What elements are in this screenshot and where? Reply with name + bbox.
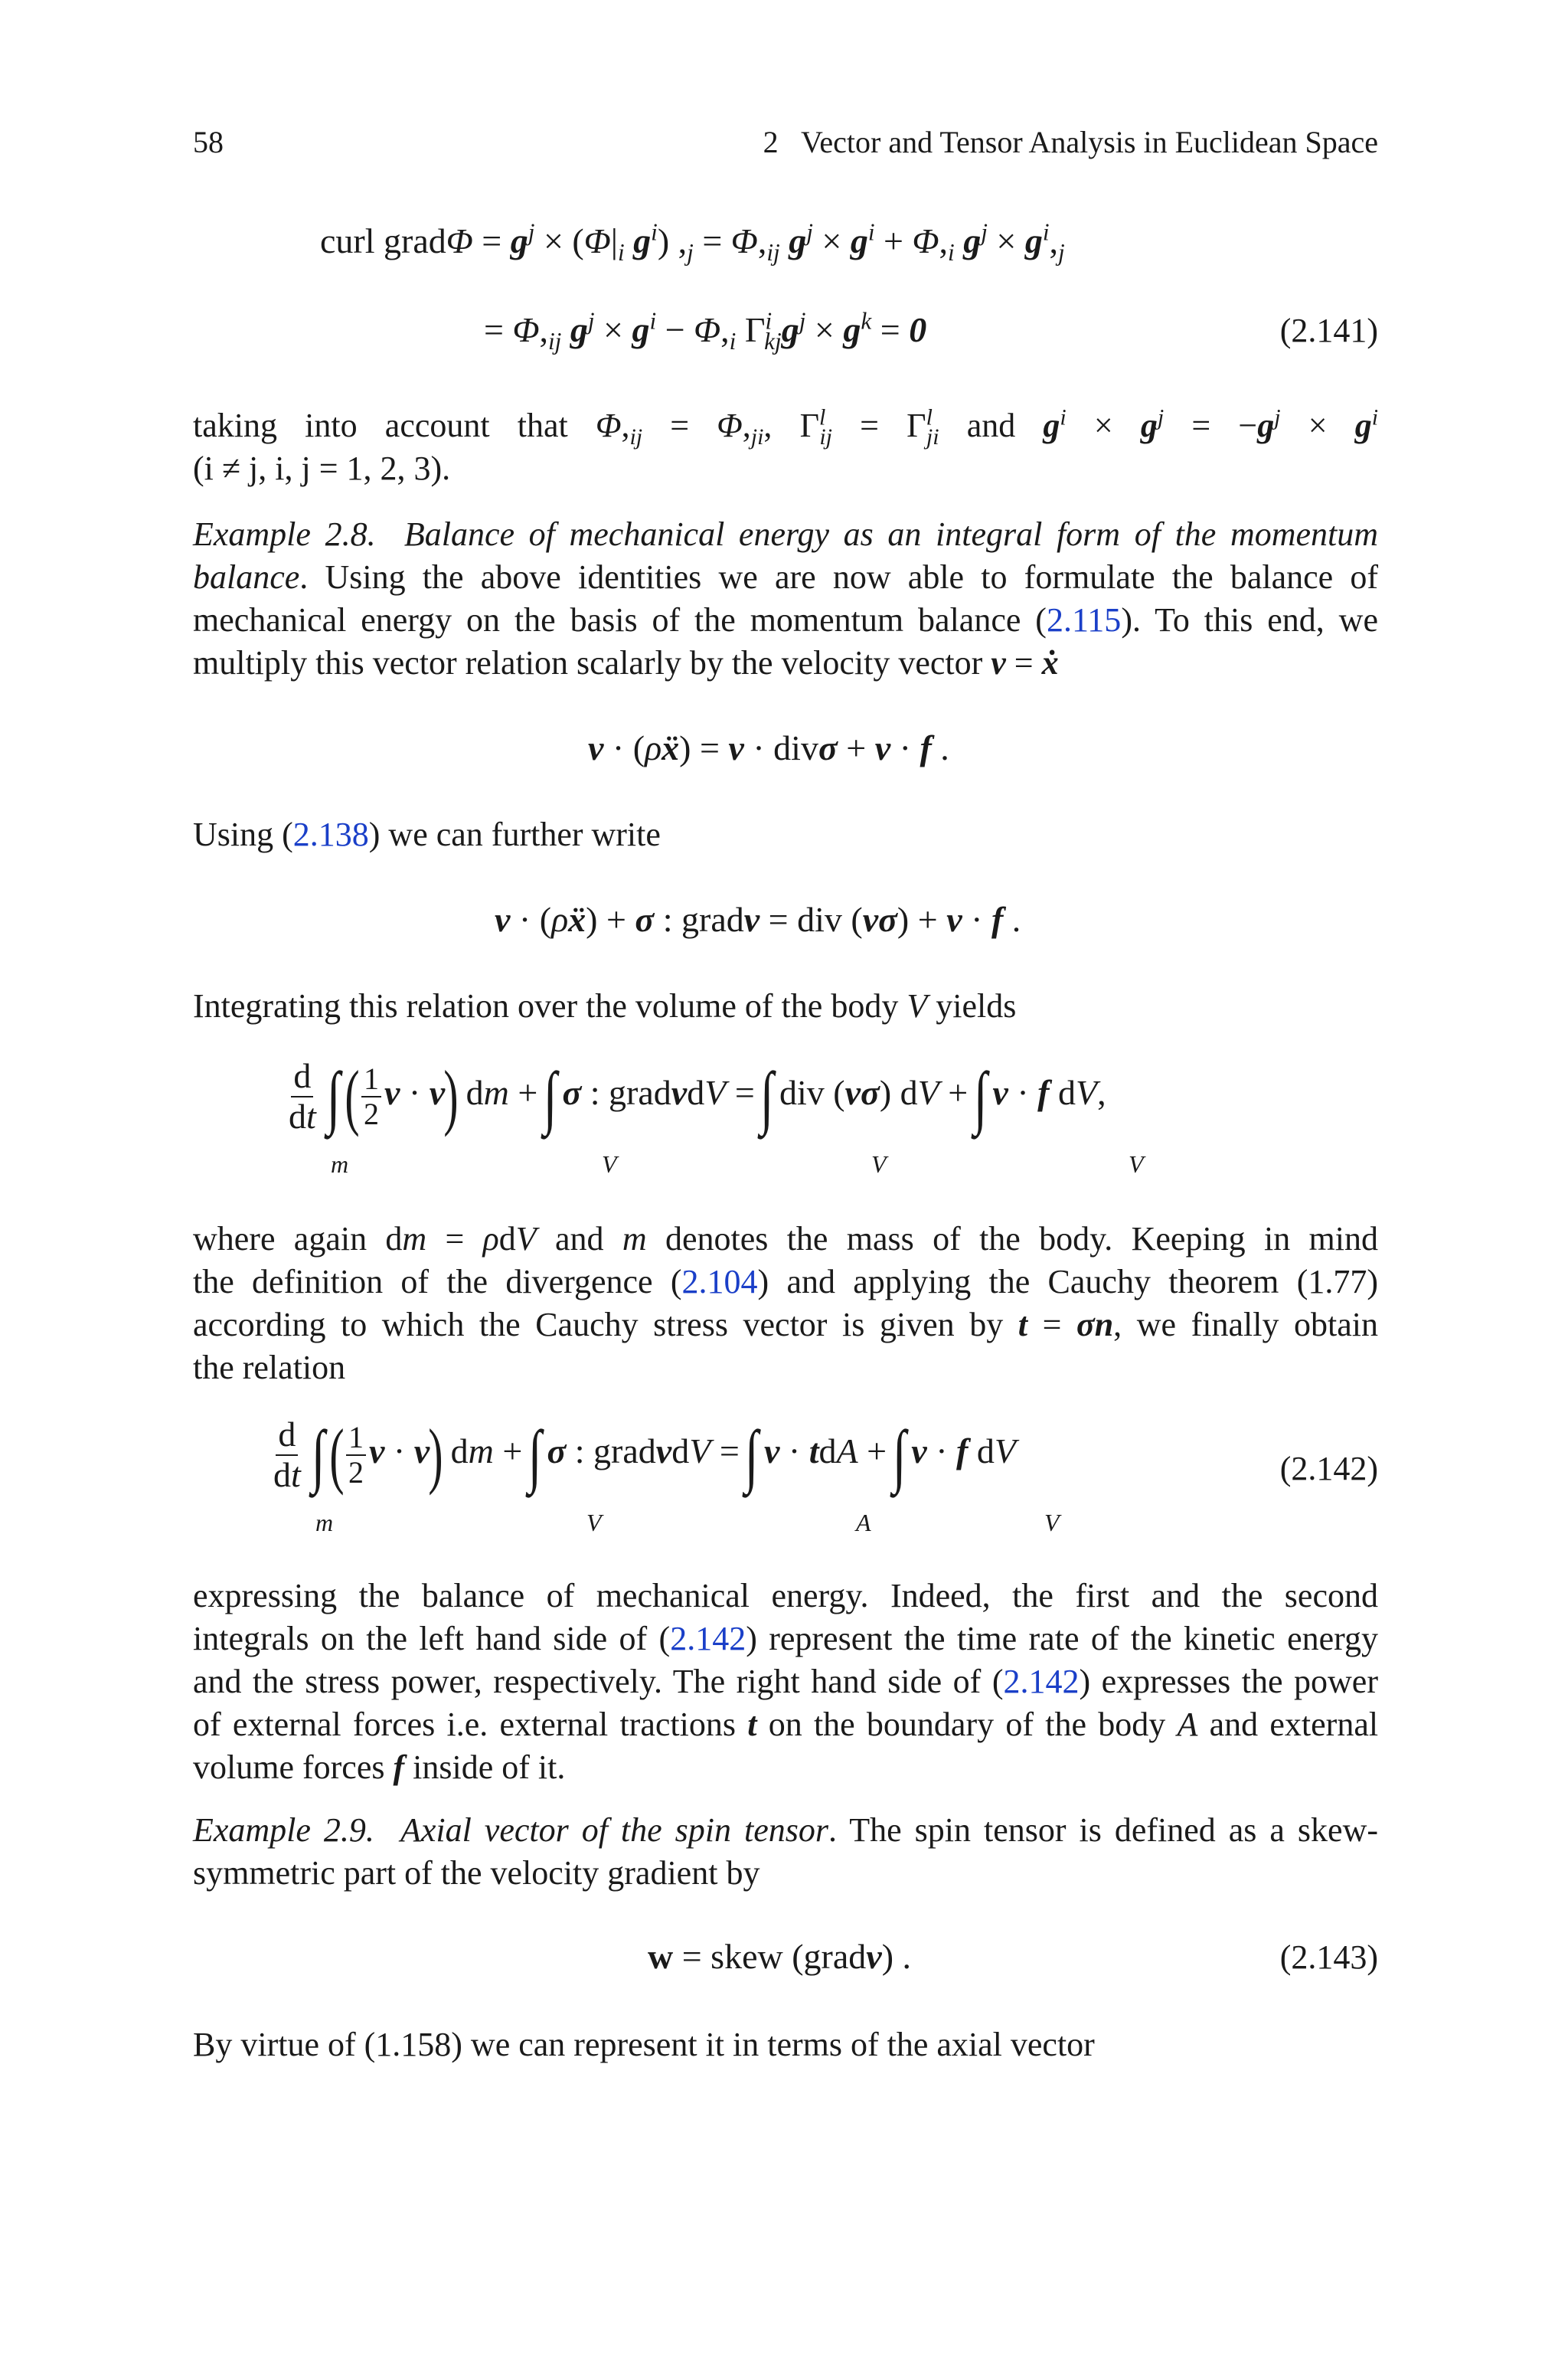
equation-velocity-dot-momentum: v · (ρẍ) = v · divσ + v · f . xyxy=(588,728,949,767)
equation-number-2-141: (2.141) xyxy=(1279,312,1378,349)
equation-2-141-line1: curl gradΦ = $g^j \times (\Phi|_i$ $g^i$) $,_j = \Phi,_{ij}$ $g^j \times g^i + \Phi,_i$ $g^j \times g^i,_j$ xyxy=(320,218,1065,267)
limit-m: m xyxy=(315,1509,334,1536)
equation-number-2-143: (2.143) xyxy=(1279,1938,1378,1976)
paragraph-example-2-9: Example 2.9. Axial vector of the spin tensor. The spin tensor is defined as a skew- symmetric part of the velocity gradient by xyxy=(193,1811,1379,1892)
ref-link-2-104[interactable]: 2.104 xyxy=(681,1263,758,1300)
equation-2-143: w = skew (gradv) . xyxy=(648,1937,912,1976)
limit-V: V xyxy=(586,1509,602,1536)
limit-A: A xyxy=(856,1509,871,1536)
limit-V: V xyxy=(602,1150,617,1178)
equation-integral-energy: $\frac{d}{dt}$ ∫ ( $\frac{1}{2}$ v · v) dm + ∫ σ : gradvdV = ∫ div (vσ) dV + ∫ v · f dV, xyxy=(289,1055,1106,1137)
ref-link-2-142[interactable]: 2.142 xyxy=(670,1620,746,1657)
paragraph-integrating: Integrating this relation over the volume of the body V yields xyxy=(193,987,1017,1025)
limit-V: V xyxy=(1129,1150,1144,1178)
paragraph-example-2-8: Example 2.8. Balance of mechanical energy as an integral form of the momentum balance. Using the above identities we are now able to formulate the balance of mechanical energy on the basis of the momentum balance (2.115). To this end, we multiply this vector relation scalarly by the velocity vector v = ẋ xyxy=(193,515,1379,682)
example-2-8-label: Example 2.8. xyxy=(193,515,376,553)
equation-number-2-142: (2.142) xyxy=(1279,1450,1378,1487)
paragraph-by-virtue: By virtue of (1.158) we can represent it in terms of the axial vector xyxy=(193,2026,1095,2063)
example-2-8-title: Balance of mechanical energy as an integral form of the momentum xyxy=(403,515,1379,553)
paragraph-using-2-138: Using (2.138) we can further write xyxy=(193,816,661,853)
paragraph-where-again: where again dm = ρdV and m denotes the mass of the body. Keeping in mind the definition of the divergence (2.104) and applying the Cauchy theorem (1.77) according to which the Cauchy stress vector is given by t = σn, we finally obtain the relation xyxy=(193,1220,1379,1386)
example-2-9-label: Example 2.9. xyxy=(193,1811,374,1849)
ref-link-2-142[interactable]: 2.142 xyxy=(1003,1663,1080,1700)
paragraph-taking-into-account: taking into account that $\Phi,_{ij} = \Phi,_{ji}$, $\Gamma^l_{ij} = \Gamma^l_{ji}$ and $g^i \times g^j = -g^j \times g^i$ (i ≠ j, i, j = 1, 2, 3). xyxy=(193,404,1379,487)
ref-link-2-138[interactable]: 2.138 xyxy=(292,816,369,853)
limit-m: m xyxy=(331,1150,349,1178)
limit-V: V xyxy=(1044,1509,1060,1536)
paragraph-expressing-balance: expressing the balance of mechanical energy. Indeed, the first and the second integrals on the left hand side of (2.142) represent the time rate of the kinetic energy and the stress power, respectively. The right hand side of (2.142) expresses the power of external forces i.e. external tractions t on the boundary of the body A and external volume forces f inside of it. xyxy=(193,1577,1379,1786)
equation-stress-power-identity: v · (ρẍ) + σ : gradv = div (vσ) + v · f . xyxy=(495,900,1021,939)
ref-link-2-115[interactable]: 2.115 xyxy=(1046,601,1122,639)
running-title: 2 Vector and Tensor Analysis in Euclidean Space xyxy=(763,125,1378,159)
equation-2-141-line2: = $\Phi,_{ij}$ $g^j \times g^i - \Phi,_i$ $\Gamma^i_{kj}g^j \times g^k = 0$ xyxy=(484,307,927,355)
example-2-9-title: Axial vector of the spin tensor xyxy=(400,1811,829,1849)
equation-2-142: $\frac{d}{dt}$ ∫ ( $\frac{1}{2}$ v · v) dm + ∫ σ : gradvdV = ∫ v · tdA + ∫ v · f dV xyxy=(273,1413,1016,1496)
page-number: 58 xyxy=(193,125,224,159)
limit-V: V xyxy=(871,1150,887,1178)
